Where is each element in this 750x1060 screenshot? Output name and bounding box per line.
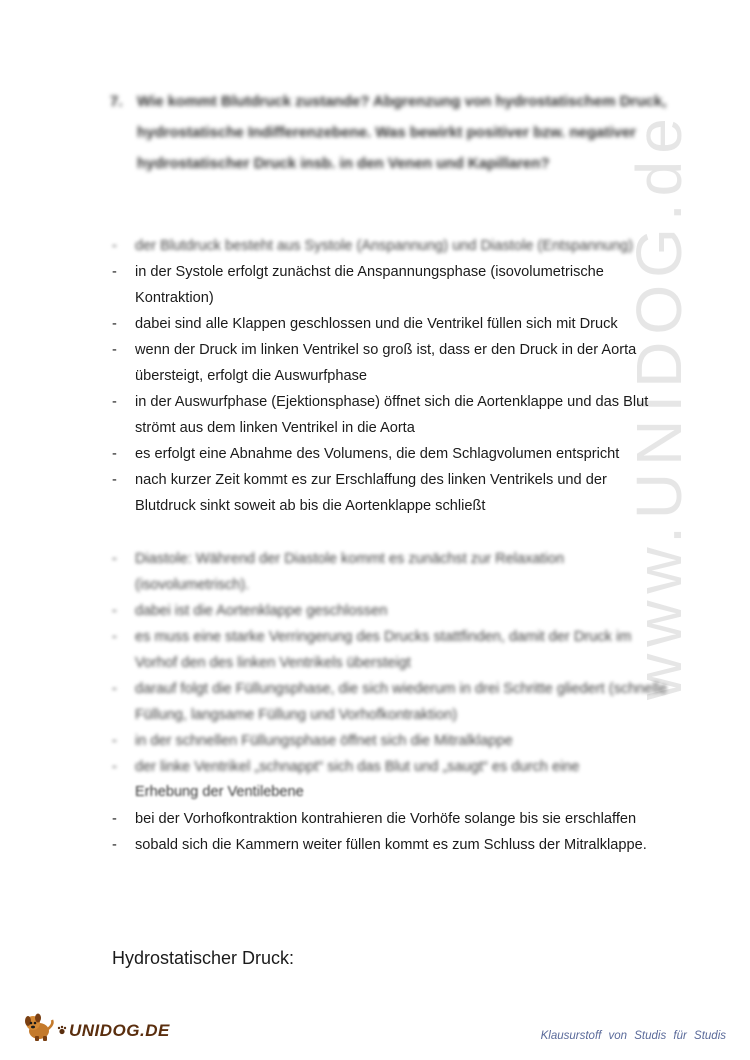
diastole-list (110, 546, 670, 780)
systole-list (110, 233, 670, 519)
list-item: - sobald sich die Kammern weiter füllen kommt es zum Schluss der Mitralklappe. (110, 832, 670, 858)
dog-icon (22, 1012, 56, 1042)
overlap-line: Erhebung der Ventilebene (135, 784, 304, 800)
closing-list (110, 806, 670, 858)
list-item: - in der Systole erfolgt zunächst die Anspannungsphase (isovolumetrische Kontraktion) (110, 259, 670, 311)
list-item: - dabei sind alle Klappen geschlossen und die Ventrikel füllen sich mit Druck (110, 311, 670, 337)
list-item: - darauf folgt die Füllungsphase, die sich wiederum in drei Schritte gliedert (schnelle Füllung, langsame Füllung und Vorhofkontraktion) (110, 676, 670, 728)
logo-text: UNIDOG.DE (69, 1021, 170, 1040)
list-item: - es erfolgt eine Abnahme des Volumens, die dem Schlagvolumen entspricht (110, 441, 670, 467)
list-item: - nach kurzer Zeit kommt es zur Erschlaffung des linken Ventrikels und der Blutdruck sinkt soweit ab bis die Aortenklappe schließt (110, 467, 670, 519)
question-block (110, 86, 670, 179)
question-number: 7. (110, 93, 123, 110)
footer-tagline: Klausurstoff von Studis für Studis (540, 1030, 726, 1042)
watermark: www.UNIDOG.de (623, 111, 695, 700)
list-item: - es muss eine starke Verringerung des Drucks stattfinden, damit der Druck im Vorhof den des linken Ventrikels übersteigt (110, 624, 670, 676)
paw-icon (57, 1025, 67, 1035)
list-item: - in der schnellen Füllungsphase öffnet sich die Mitralklappe (110, 728, 670, 754)
list-item: - bei der Vorhofkontraktion kontrahieren die Vorhöfe solange bis sie erschlaffen (110, 806, 670, 832)
section-heading: Hydrostatischer Druck: (112, 948, 295, 968)
list-item: - der Blutdruck besteht aus Systole (Anspannung) und Diastole (Entspannung) (110, 233, 670, 259)
unidog-logo (22, 1012, 170, 1042)
list-item: - der linke Ventrikel „schnappt“ sich das Blut und „saugt“ es durch eine (110, 754, 670, 780)
list-item: - in der Auswurfphase (Ejektionsphase) öffnet sich die Aortenklappe und das Blut strömt aus dem linken Ventrikel in die Aorta (110, 389, 670, 441)
list-item: - dabei ist die Aortenklappe geschlossen (110, 598, 670, 624)
question-text: Wie kommt Blutdruck zustande? Abgrenzung von hydrostatischem Druck, hydrostatische Indifferenzebene. Was bewirkt positiver bzw. negativer hydrostatischer Druck insb. in den Venen und Kapillaren? (137, 93, 667, 172)
list-item: - Diastole: Während der Diastole kommt es zunächst zur Relaxation (isovolumetrisch). (110, 546, 670, 598)
list-item: - wenn der Druck im linken Ventrikel so groß ist, dass er den Druck in der Aorta übersteigt, erfolgt die Auswurfphase (110, 337, 670, 389)
